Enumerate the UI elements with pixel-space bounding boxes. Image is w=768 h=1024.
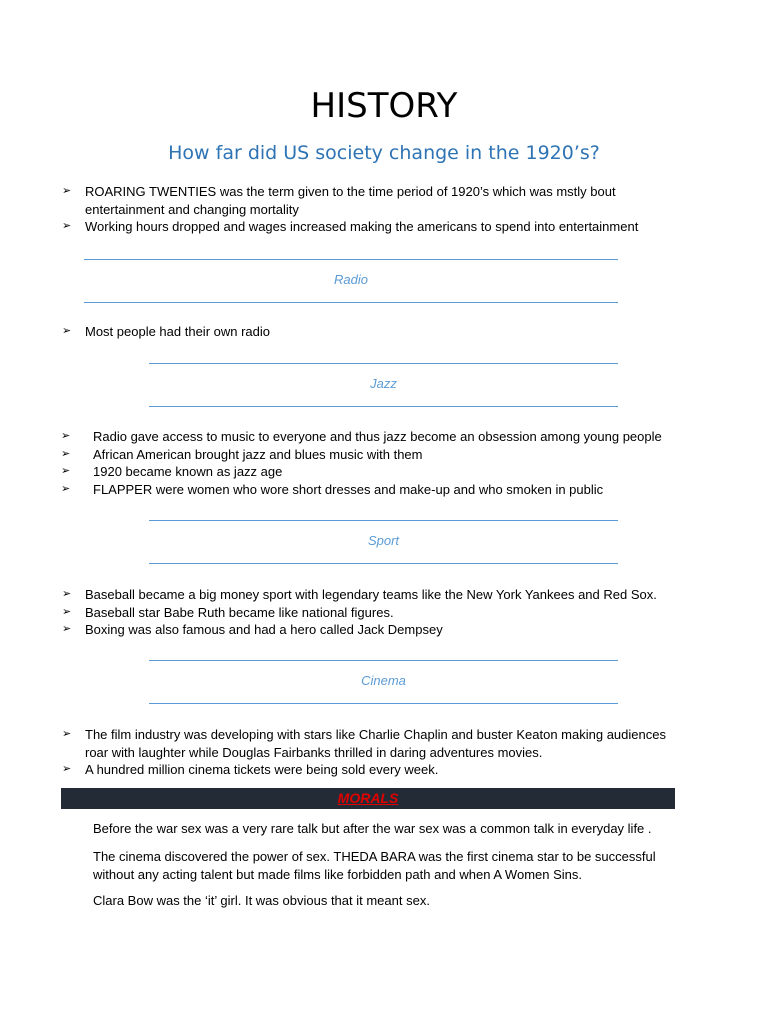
- jazz-list: [61, 428, 686, 498]
- section-heading-jazz: Jazz: [149, 363, 618, 407]
- list-item: ➢ Most people had their own radio: [62, 324, 271, 339]
- list-item: ➢ Radio gave access to music to everyone and thus jazz become an obsession among young people: [61, 429, 662, 444]
- section-heading-radio: Radio: [84, 259, 618, 303]
- arrow-bullet-icon: ➢: [62, 605, 72, 618]
- arrow-bullet-icon: ➢: [62, 763, 72, 775]
- arrow-bullet-icon: ➢: [62, 588, 72, 600]
- sport-list: [62, 586, 672, 639]
- morals-heading: MORALS: [337, 790, 399, 806]
- arrow-bullet-icon: ➢: [62, 185, 72, 197]
- morals-paragraph: Clara Bow was the ‘it’ girl. It was obvious that it meant sex.: [93, 893, 430, 908]
- morals-paragraph: The cinema discovered the power of sex. THEDA BARA was the first cinema star to be successful without any acting talent but made films like forbidden path and when A Women Sins.: [93, 849, 656, 882]
- morals-banner: [61, 788, 675, 809]
- page-subtitle: How far did US society change in the 1920’s?: [168, 142, 600, 164]
- list-item: ➢ African American brought jazz and blues music with them: [61, 446, 423, 462]
- arrow-bullet-icon: ➢: [62, 623, 72, 635]
- arrow-bullet-icon: ➢: [62, 325, 72, 337]
- cinema-list: [62, 726, 672, 779]
- list-item: ➢ Baseball star Babe Ruth became like national figures.: [62, 604, 394, 620]
- list-item: ➢ Boxing was also famous and had a hero called Jack Dempsey: [62, 622, 443, 637]
- section-heading-sport: Sport: [149, 520, 618, 564]
- radio-list: [62, 323, 662, 341]
- list-item: ➢ The film industry was developing with stars like Charlie Chaplin and buster Keaton making audiences roar with laughter while Douglas Fairbanks thrilled in daring adventures movies.: [62, 727, 666, 760]
- list-item: ➢ Working hours dropped and wages increased making the americans to spend into entertainment: [62, 219, 639, 234]
- section-heading-cinema: Cinema: [149, 660, 618, 704]
- list-item: ➢ A hundred million cinema tickets were being sold every week.: [62, 762, 439, 777]
- arrow-bullet-icon: ➢: [62, 220, 72, 232]
- list-item: ➢ FLAPPER were women who wore short dresses and make-up and who smoken in public: [61, 481, 604, 497]
- page-title: HISTORY: [310, 86, 458, 126]
- arrow-bullet-icon: ➢: [61, 482, 71, 495]
- morals-paragraph: Before the war sex was a very rare talk but after the war sex was a common talk in everyday life .: [93, 821, 652, 836]
- arrow-bullet-icon: ➢: [61, 465, 71, 477]
- intro-list: [62, 183, 662, 236]
- list-item: ➢ ROARING TWENTIES was the term given to the time period of 1920’s which was mstly bout entertainment and changing mortality: [62, 184, 616, 217]
- arrow-bullet-icon: ➢: [61, 447, 71, 460]
- arrow-bullet-icon: ➢: [61, 430, 71, 442]
- arrow-bullet-icon: ➢: [62, 728, 72, 740]
- list-item: ➢ Baseball became a big money sport with legendary teams like the New York Yankees and Red Sox.: [62, 587, 657, 602]
- list-item: ➢ 1920 became known as jazz age: [61, 464, 283, 479]
